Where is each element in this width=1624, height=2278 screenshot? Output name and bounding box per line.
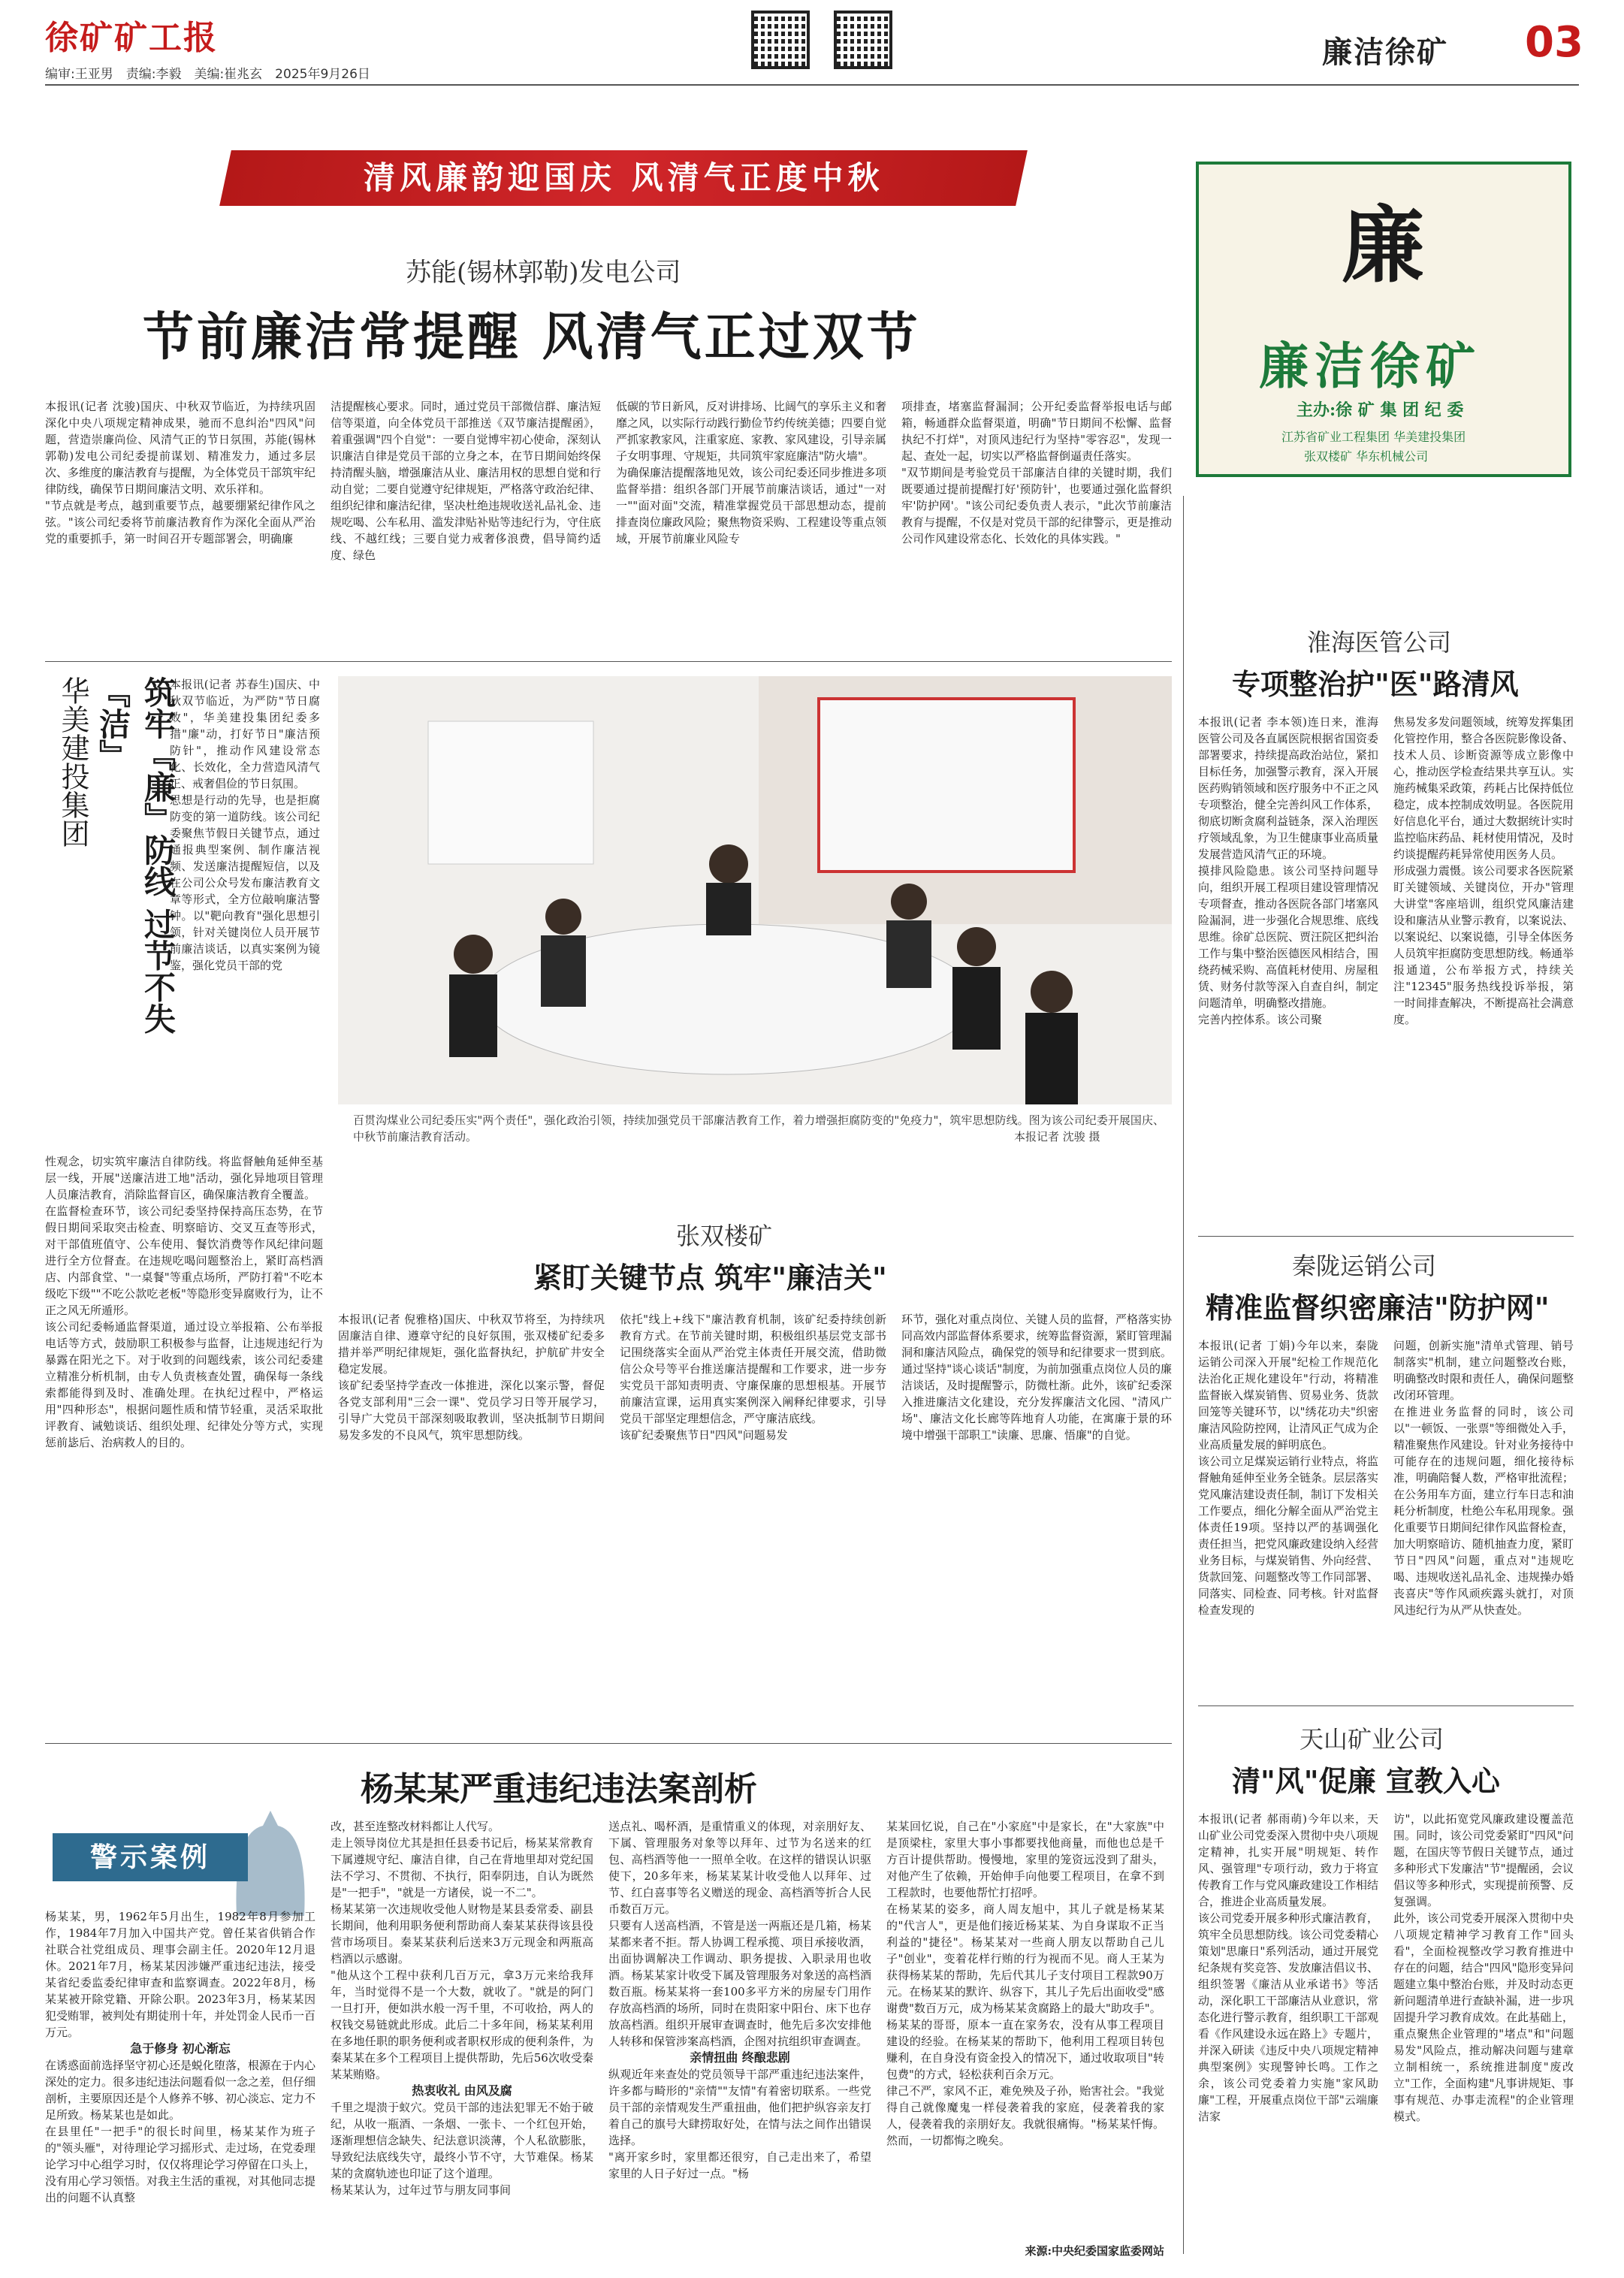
zsl-subtitle: 张双楼矿 bbox=[676, 1222, 773, 1250]
editor-line: 编审:王亚男 责编:李毅 美编:崔兆玄 2025年9月26日 bbox=[45, 67, 370, 82]
huamei-unit: 华美建投集团 bbox=[56, 676, 89, 847]
lead-col-2: 洁提醒核心要求。同时，通过党员干部微信群、廉洁短信等渠道，向全体党员干部推送《双节廉洁提醒函》，着重强调"四个自觉"：一要自觉博牢初心使命，深刻认识廉洁自律是党员干部的立身之本，在节日期间始终保持清醒头脑，增强廉洁从业、廉洁用权的思想自觉和行动自觉；二要自觉遵守纪律规矩，严格落守政治纪律、组织纪律和廉洁纪律，坚决杜绝违规收送礼品礼金、违规吃喝、公车私用、滥发津贴补贴等违纪行为，守住底线、不越红线；三要自觉力戒奢侈浪费，倡导简约适度、绿色 bbox=[331, 400, 601, 562]
section-divider bbox=[1198, 1236, 1574, 1237]
case-col-4: 某某回忆说，自己在"小家庭"中是家长，在"大家族"中是顶梁柱，家里大事小事都要找他商量，而他也总是千方百计提供帮助。慢慢地，家里的笼资远没到了甜头，对他产生了依赖，开始伸手向他要工程项目，在拿不到工程款时，也要他帮忙打招呼。 在杨某某的姿多，商人周友旭中，其儿子就是杨某某的"代言人"，更是他们接近杨某某、为自身谋取不正当利益的"捷径"。杨某某对一些商人朋友以帮助自己儿子"创业"，变着花样行贿的行为视而不见。商人王某为获得杨某某的帮助，先后代其儿子支付项目工程款90万元。在杨某某的默许、纵容下，其儿子先后出面收受"感谢费"数百万元，成为杨某某贪腐路上的最大"助攻手"。 杨某某的哥哥，原本一直在家务农，没有从事工程项目建设的经验。在杨某某的帮助下，他利用工程项目转包赚利，在自身没有资金投入的情况下，通过收取项目"转包费"的方式，轻松获利百余万元。 律己不严，家风不正，难免殃及子孙，贻害社会。"我觉得自己就像魔鬼一样侵袭着我的家庭，侵袭着我的家人，侵袭着我的亲朋好友。我就很痛悔。"杨某某忏悔。然而，一切都悔之晚矣。 bbox=[886, 1820, 1164, 2147]
huaihai-subtitle: 淮海医管公司 bbox=[1307, 628, 1452, 657]
tianshan-subtitle: 天山矿业公司 bbox=[1300, 1725, 1444, 1754]
vertical-divider bbox=[1183, 496, 1184, 2254]
lead-col-4: 项排查，堵塞监督漏洞；公开纪委监督举报电话与邮箱，畅通群众监督渠道，明确"节日期间不松懈、监督执纪不打烊"，对顶风违纪行为坚持"零容忍"，发现一起、查处一起，切实以严格监督倒逼责任落实。 "双节期间是考验党员干部廉洁自律的关键时期，我们既要通过提前提醒打好'预防针'，也要通过强化监督织牢'防护网'。"该公司纪委负责人表示，"此次节前廉洁教育与提醒，不仅是对党员干部的纪律警示，更是推动公司作风建设常态化、长效化的具体实践。" bbox=[901, 400, 1172, 545]
huamei-headline: 筑牢『廉』防线 过节不失『洁』 bbox=[95, 676, 177, 1035]
ad-cosponsor-2: 张双楼矿 华东机械公司 bbox=[1304, 449, 1429, 464]
ad-cosponsor-1: 江苏省矿业工程集团 华美建投集团 bbox=[1281, 430, 1466, 444]
theme-banner: 清风廉韵迎国庆 风清气正度中秋 bbox=[219, 150, 1028, 206]
ad-sponsor: 主办:徐 矿 集 团 纪 委 bbox=[1296, 400, 1464, 420]
case-subhead-1: 急于修身 初心渐忘 bbox=[130, 2041, 231, 2056]
newspaper-logo: 徐矿矿工报 bbox=[45, 19, 218, 57]
meeting-room-illustration bbox=[338, 676, 1172, 1104]
huaihai-headline: 专项整治护"医"路清风 bbox=[1232, 667, 1519, 701]
lead-headline: 节前廉洁常提醒 风清气正过双节 bbox=[143, 307, 921, 367]
zsl-col-2: 依托"线上+线下"廉洁教育机制，该矿纪委持续创新教育方式。在节前关键时期，积极组织基层党支部书记围绕落实全面从严治党主体责任开展交流，借助微信公众号等平台推送廉洁提醒和工作要求，进一步夯实党员干部知责明责、守廉保廉的思想根基。开展节前廉洁宣课，运用真实案例深入阐释纪律要求，引导党员干部坚定理想信念，严守廉洁底线。 该矿纪委聚焦节日"四风"问题易发 bbox=[620, 1313, 886, 1442]
section-divider bbox=[1198, 1705, 1574, 1706]
qr-code-icon bbox=[751, 11, 810, 69]
section-divider bbox=[45, 661, 1172, 662]
ad-title: 廉洁徐矿 bbox=[1259, 337, 1481, 395]
masthead-rule bbox=[45, 84, 1579, 86]
news-photo bbox=[338, 676, 1172, 1104]
section-title: 廉洁徐矿 bbox=[1322, 35, 1448, 70]
qinlong-col-1: 本报讯(记者 丁娟)今年以来，秦陇运销公司深入开展"纪检工作规范化法治化正规化建设年"行动，将精准监督嵌入煤炭销售、贸易业务、货款回笼等关键环节，以"绣花功夫"织密廉洁风险防控网，让清风正气成为企业高质量发展的鲜明底色。 该公司立足煤炭运销行业特点，将监督触角延伸至业务全链条。层层落实党风廉洁建设责任制，制订下发相关工作要点，细化分解全面从严治党主体责任19项。坚持以严的基调强化责任担当，把党风廉政建设纳入经营业务目标，与煤炭销售、外向经营、货款回笼、问题整改等工作同部署、同落实、同检查、同考核。针对监督检查发现的 bbox=[1198, 1339, 1378, 1617]
case-col-1-text: 杨某某，男，1962年5月出生，1982年8月参加工作，1984年7月加入中国共产党。曾任某省供销合作社联合社党组成员、理事会副主任。2020年12月退休。2021年7月，杨某某因涉嫌严重违纪违法，接受某省纪委监委纪律审查和监察调查。2022年8月，杨某某被开除党籍、开除公职。2023年3月，杨某某因犯受贿罪，被判处有期徒刑十年，并处罚金人民币一百万元。 bbox=[45, 1910, 315, 2039]
lead-col-1: 本报讯(记者 沈骏)国庆、中秋双节临近，为持续巩固深化中央八项规定精神成果，驰而不息纠治"四风"问题，营造崇廉尚俭、风清气正的节日氛围，苏能(锡林郭勒)发电公司纪委提前谋划、精准发力，通过多层次、多维度的廉洁教育与提醒，为全体党员干部筑牢纪律防线，确保节日期间廉洁文明、欢乐祥和。 "节点就是考点，越到重要节点，越要绷紧纪律作风之弦。"该公司纪委将节前廉洁教育作为深化全面从严治党的重要抓手，第一时间召开专题部署会，明确廉 bbox=[45, 400, 315, 545]
photo-caption: 百贯沟煤业公司纪委压实"两个责任"，强化政治引领，持续加强党员干部廉洁教育工作，着力增强拒腐防变的"免疫力"，筑牢思想防线。图为该公司纪委开展国庆、中秋节前廉洁教育活动。 bbox=[353, 1113, 1164, 1144]
zsl-col-3: 环节，强化对重点岗位、关键人员的监督，严格落实协同高效内部监督体系要求，统筹监督资源，紧盯管理漏洞和廉洁风险点，确保党的领导和纪律要求一贯到底。通过坚持"谈心谈话"制度，为前加强重点岗位人员的廉洁谈话，及时提醒警示，防微杜渐。此外，该矿纪委深入推进廉洁文化建设，充分发挥廉洁文化园、"清风广场"、廉洁文化长廊等阵地育人功能，在寓廉于景的环境中增强干部职工"读廉、思廉、悟廉"的自觉。 bbox=[901, 1313, 1172, 1442]
huaihai-col-2: 焦易发多发问题领域，统筹发挥集团化管控作用，整合各医院影像设备、技术人员、诊断资源等成立影像中心，推动医学检查结果共享互认。实施药械集采政策，药耗占比保持低位稳定，成本控制成效明显。各医院用好信息化平台，通过大数据统计实时监控临床药品、耗材使用情况，及时约谈提醒药耗异常使用医务人员。 形成强力震慑。该公司要求各医院紧盯关键领域、关键岗位，开办"管理大讲堂"客座培训，组织党风廉洁建设和廉洁从业警示教育，以案说法、以案说纪、以案说德，引导全体医务人员筑牢拒腐防变思想防线。畅通举报通道，公布举报方式，持续关注"12345"服务热线投诉举报，第一时间排查解决，不断提高社会满意度。 bbox=[1393, 715, 1574, 1026]
case-col-2b-text: 千里之堤溃于蚁穴。党员干部的违法犯罪无不始于破纪，从收一瓶酒、一条烟、一张卡、一个红包开始，逐渐理想信念缺失、纪法意识淡薄，个人私欲膨胀，导致纪法底线失守，最终小节不守，大节难保。杨某某的贪腐轨迹也印证了这个道理。 杨某某认为，过年过节与朋友同事间 bbox=[331, 2101, 593, 2197]
case-col-2 bbox=[331, 1818, 593, 2261]
qinlong-col-2: 问题，创新实施"清单式管理、销号制落实"机制，建立问题整改台账，明确整改时限和责任人，确保问题整改闭环管理。 在推进业务监督的同时，该公司以"一顿饭、一张票"等细微处入手，精准聚焦作风建设。针对业务接待中可能存在的违规问题，细化接待标准，明确陪餐人数，严格审批流程；在公务用车方面，建立行车日志和油耗分析制度，杜绝公车私用现象。强化重要节日期间纪律作风监督检查，加大明察暗访、随机抽查力度，紧盯节日"四风"问题，重点对"违规吃喝、违规收送礼品礼金、违规操办婚丧喜庆"等作风顽疾露头就打，对顶风违纪行为从严从快查处。 bbox=[1393, 1339, 1574, 1617]
case-col-2-text: 改，甚至连整改材料都让人代写。 走上领导岗位尤其是担任县委书记后，杨某某常教育下属遵规守纪、廉洁自律，自己在背地里却对党纪国法不学习、不贯彻、不执行，阳奉阴违，自认为既然是"一把手"，"就是一方诸侯，说一不二"。 杨某某第一次违规收受他人财物是某县委常委、副县长期间，他利用职务便利帮助商人秦某某获得该县役营市场项目。秦某某获利后送来3万元现金和两瓶高档酒以示感谢。 "他从这个工程中获利几百万元，拿3万元来给我拜年，当时觉得不是一个大数，就收了。"就是的阿门一旦打开，便如洪水般一泻千里，不可收拾，两人的权钱交易链就此形成。此后二十多年间，杨某某利用在多地任职的职务便利或者职权形成的便利条件，为秦某某在多个工程项目上提供帮助，先后56次收受秦某某贿赂。 bbox=[331, 1820, 593, 2081]
section-divider bbox=[45, 1743, 1172, 1744]
lead-subtitle: 苏能(锡林郭勒)发电公司 bbox=[406, 258, 681, 288]
case-source: 来源:中央纪委国家监委网站 bbox=[1025, 2244, 1164, 2258]
tianshan-col-1: 本报讯(记者 郝雨萌)今年以来，天山矿业公司党委深入贯彻中央八项规定精神，扎实开展"明规矩、转作风、强管理"专项行动，致力于将宣传教育工作与党风廉政建设工作相结合，推进企业高质量发展。 该公司党委开展多种形式廉洁教育，筑牢全员思想防线。该公司党委精心策划"思廉日"系列活动，通过开展党纪条规有奖竞答、发放廉洁倡议书、组织签署《廉洁从业承诺书》等活动，深化职工干部廉洁从业意识，常态化进行警示教育，组织职工干部观看《作风建设永远在路上》专题片，并深入研读《违反中央八项规定精神典型案例》实现警钟长鸣。工作之余，该公司党委着力实施"家风助廉"工程，开展重点岗位干部"云端廉洁家 bbox=[1198, 1812, 1378, 2123]
tianshan-col-2: 访"，以此拓宽党风廉政建设覆盖范围。同时，该公司党委紧盯"四风"问题，在国庆等节假日关键节点，通过多种形式下发廉洁"节"提醒函，会议倡议等多种形式，实现提前预警、反复强调。 此外，该公司党委开展深入贯彻中央八项规定精神学习教育工作"回头看"，全面检视整改学习教育推进中存在的问题，结合"四风"隐形变异问题建立集中整治台账，并及时动态更新问题清单进行查缺补漏，进一步巩固提升学习教育成效。在此基础上，重点聚焦企业管理的"堵点"和"问题易发"风险点，推动解决问题与建章立制相统一，系统推进制度"废改立"工作，全面构建"凡事讲规矩、事事有规范、办事走流程"的企业管理模式。 bbox=[1393, 1812, 1574, 2123]
case-subhead-2: 热衷收礼 由风及腐 bbox=[412, 2083, 512, 2098]
case-subhead-3: 亲情扭曲 终酿悲剧 bbox=[690, 2050, 790, 2065]
case-col-3 bbox=[608, 1818, 871, 2261]
tianshan-headline: 清"风"促廉 宣教入心 bbox=[1232, 1764, 1500, 1798]
qinlong-subtitle: 秦陇运销公司 bbox=[1292, 1252, 1437, 1280]
lead-col-3: 低碳的节日新风，反对讲排场、比阔气的享乐主义和奢靡之风，以实际行动践行勤俭节约传统美德；四要自觉严抓家教家风，注重家庭、家教、家风建设，引导亲属子女明事理、守规矩，共同筑牢家庭廉洁"防火墙"。 为确保廉洁提醒落地见效，该公司纪委还同步推进多项监督举措：组织各部门开展节前廉洁谈话，通过"一对一""面对面"交流，精准掌握党员干部思想动态，提前排查岗位廉政风险；聚焦物资采购、工程建设等重点领域，开展节前廉业风险专 bbox=[616, 400, 886, 545]
case-col-1b-text: 在诱惑面前选择坚守初心还是蜕化堕落，根源在于内心深处的定力。很多违纪违法问题看似一念之差，但仔细剖析，主要原因还是个人修养不够、初心淡忘、定力不足所致。杨某某也是如此。 在县里任"一把手"的很长时间里，杨某某作为班子的"领头雁"，对待理论学习摇形式、走过场，在党委理论学习中心组学习时，仅仅将理论学习停留在口头上，没有用心学习领悟。对我主生活的重视，对其他同志提出的问题不认真整 bbox=[45, 2059, 315, 2204]
huamei-col-narrow: 本报讯(记者 苏春生)国庆、中秋双节临近，为严防"节日腐败"，华美建投集团纪委多措"廉"动，打好节日"廉洁预防针"，推动作风建设常态化、长效化，全力营造风清气正、戒奢倡俭的节日氛围。 思想是行动的先导，也是拒腐防变的第一道防线。该公司纪委聚焦节假日关键节点，通过通报典型案例、制作廉洁视频、发送廉洁提醒短信，以及在公司公众号发布廉洁教育文章等形式，全方位敲响廉洁警钟。以"靶向教育"强化思想引领，针对关键岗位人员开展节前廉洁谈话，以真实案例为镜鉴，强化党员干部的党 bbox=[170, 678, 320, 972]
zsl-col-1: 本报讯(记者 倪雅格)国庆、中秋双节将至，为持续巩固廉洁自律、遵章守纪的良好氛围，张双楼矿纪委多措并举严明纪律规矩，强化监督执纪，护航矿井安全稳定发展。 该矿纪委坚持学查改一体推进，深化以案示警，督促各党支部利用"三会一课"、党员学习日等开展学习，引导广大党员干部深刻吸取教训，坚决抵制节日期间易发多发的不良风气，筑牢思想防线。 bbox=[338, 1313, 605, 1442]
case-col-1 bbox=[45, 1908, 315, 2261]
page-number: 03 bbox=[1525, 18, 1583, 67]
sidebar-ad bbox=[1196, 162, 1571, 477]
case-col-3b-text: 纵观近年来查处的党员领导干部严重违纪违法案件，许多都与畸形的"亲情""友情"有着密切联系。一些党员干部的亲情观发生严重扭曲，他们把护纵容亲友打着自己的旗号大肆捞取好处，在情与法之间作出错误选择。 "离开家乡时，家里都还很穷，自己走出来了，希望家里的人日子好过一点。"杨 bbox=[608, 2068, 871, 2180]
huaihai-col-1: 本报讯(记者 李本领)连日来，淮海医管公司及各直属医院根据省国资委部署要求，持续提高政治站位，紧扣目标任务，加强警示教育，深入开展医药购销领域和医疗服务中不正之风专项整治，健全完善纠风工作体系，彻底切断贪腐利益链条，深入治理医疗领域乱象，为卫生健康事业高质量发展营造风清气正的环境。 摸排风险隐患。该公司坚持问题导向，组织开展工程项目建设管理情况专项督查，推动各医院各部门堵塞风险漏洞，进一步强化合规思维、底线思维。徐矿总医院、贾汪院区把纠治工作与集中整治医德医风相结合，围绕药械采购、高值耗材使用、房屋租赁、财务付款等深入自查自纠，制定问题清单，明确整改措施。 完善内控体系。该公司聚 bbox=[1198, 715, 1378, 1026]
zsl-headline: 紧盯关键节点 筑牢"廉洁关" bbox=[533, 1261, 887, 1295]
case-headline: 杨某某严重违纪违法案剖析 bbox=[361, 1770, 757, 1808]
qinlong-headline: 精准监督织密廉洁"防护网" bbox=[1206, 1291, 1550, 1325]
lian-character: 廉 bbox=[1342, 197, 1424, 294]
huamei-col-full: 性观念，切实筑牢廉洁自律防线。将监督触角延伸至基层一线，开展"送廉洁进工地"活动，强化异地项目管理人员廉洁教育，消除监督盲区，确保廉洁教育全覆盖。 在监督检查环节，该公司纪委坚持保持高压态势，在节假日期间采取突击检查、明察暗访、交叉互查等形式，对干部值班值守、公车使用、餐饮消费等作风纪律问题进行全方位督查。在违规吃喝问题整治上，紧盯高档酒店、内部食堂、"一桌餐"等重点场所，严防打着"不吃本级吃下级""不吃公款吃老板"等隐形变异腐败行为，让不正之风无所遁形。 该公司纪委畅通监督渠道，通过设立举报箱、公布举报电话等方式，鼓励职工积极参与监督，让违规违纪行为暴露在阳光之下。对于收到的问题线索，该公司纪委建立精准分析机制，由专人负责核查处置，确保每一条线索都能得到及时、准确处理。在执纪过程中，严格运用"四种形态"，根据问题性质和情节轻重，灵活采取批评教育、诫勉谈话、组织处理、纪律处分等方式，实现惩前毖后、治病救人的目的。 bbox=[45, 1155, 323, 1449]
photo-credit: 本报记者 沈骏 摄 bbox=[1014, 1130, 1100, 1144]
qr-code-icon bbox=[834, 11, 892, 69]
case-col-3-text: 送点礼、喝杯酒，是重情重义的体现，对亲朋好友、下属、管理服务对象等以拜年、过节为名送来的红包、高档酒等他一一照单全收。在这样的错误认识驱使下，20多年来，杨某某某计收受他人以拜年、过节、红白喜事等名义赠送的现金、高档酒等折合人民币数百万元。 只要有人送高档酒，不管是送一两瓶还是几箱，杨某某都来者不拒。帮人协调工程承揽、项目承接收酒，出面协调解决工作调动、职务提拔、入职录用也收酒。杨某某家计收受下属及管理服务对象送的高档酒数百瓶。杨某某将一套100多平方米的房屋专门用作存放高档酒的场所，同时在贵阳家中阳台、床下也存放高档酒。组织开展审查调查时，他先后多次安排他人转移和保管涉案高档酒，企图对抗组织审查调查。 bbox=[608, 1820, 871, 2048]
warning-case-tag: 警示案例 bbox=[53, 1833, 248, 1881]
